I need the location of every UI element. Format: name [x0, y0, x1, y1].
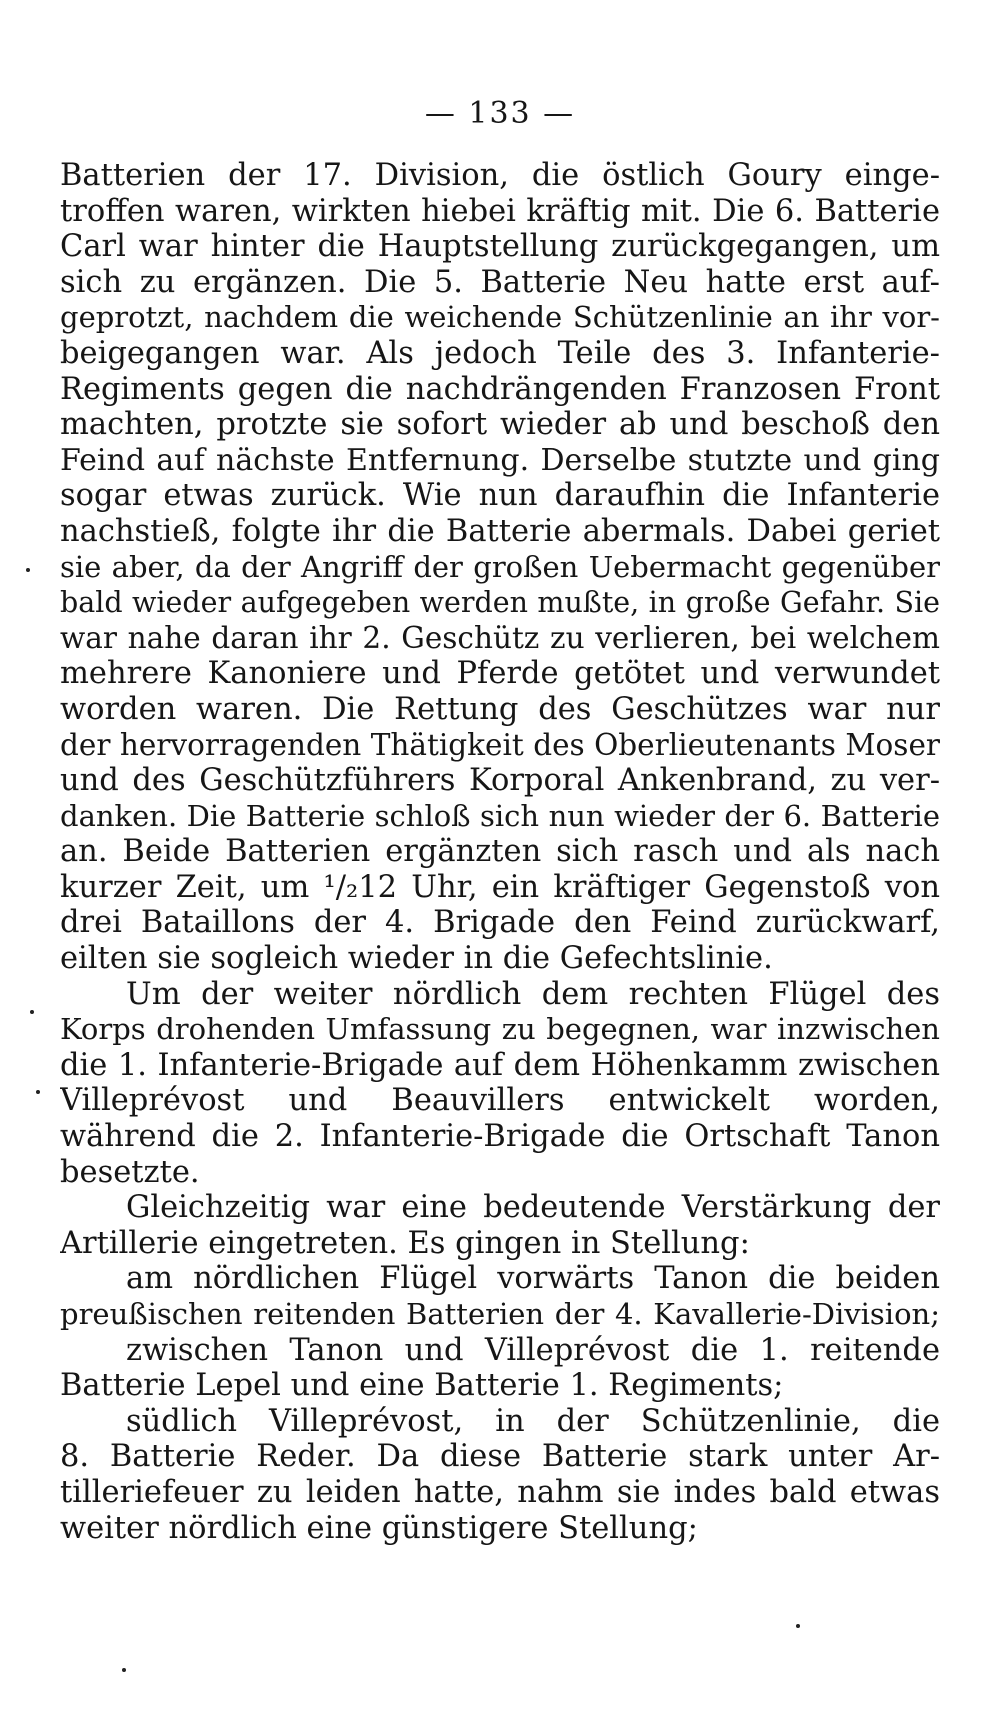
scan-speck — [30, 1010, 34, 1014]
text-line: drei Bataillons der 4. Brigade den Feind zurückwarf, — [60, 905, 940, 941]
text-line: danken. Die Batterie schloß sich nun wieder der 6. Batterie — [60, 798, 940, 833]
paragraph — [60, 1333, 940, 1404]
text-line: Korps drohenden Umfassung zu begegnen, war inzwischen — [60, 1012, 940, 1047]
text-line: die 1. Infanterie-Brigade auf dem Höhenkamm zwischen — [60, 1047, 940, 1083]
page-number: — 133 — — [424, 96, 576, 131]
paragraph — [60, 1190, 940, 1261]
text-line: Um der weiter nördlich dem rechten Flügel des — [126, 976, 940, 1012]
text-line: während die 2. Infanterie-Brigade die Ortschaft Tanon — [60, 1119, 940, 1155]
text-line: und des Geschützführers Korporal Ankenbrand, zu ver- — [60, 763, 940, 799]
text-line: Batterie Lepel und eine Batterie 1. Regiments; — [60, 1368, 784, 1404]
text-line: südlich Villeprévost, in der Schützenlinie, die — [126, 1403, 940, 1439]
text-line: Regiments gegen die nachdrängenden Franzosen Front — [60, 371, 940, 407]
paragraph — [60, 977, 940, 1191]
text-line: tilleriefeuer zu leiden hatte, nahm sie indes bald etwas — [60, 1474, 940, 1510]
text-line: nachstieß, folgte ihr die Batterie abermals. Dabei geriet — [60, 513, 940, 549]
text-line: Carl war hinter die Hauptstellung zurückgegangen, um — [60, 229, 940, 265]
text-line: Feind auf nächste Entfernung. Derselbe stutzte und ging — [60, 442, 940, 478]
text-line: 8. Batterie Reder. Da diese Batterie stark unter Ar- — [60, 1439, 940, 1475]
text-line: worden waren. Die Rettung des Geschützes war nur — [60, 691, 940, 727]
scan-speck — [796, 1624, 800, 1628]
text-line: beigegangen war. Als jedoch Teile des 3. Infanterie- — [60, 335, 940, 371]
text-line: weiter nördlich eine günstigere Stellung; — [60, 1510, 698, 1546]
text-line: Villeprévost und Beauvillers entwickelt worden, — [60, 1083, 940, 1119]
text-line: bald wieder aufgegeben werden mußte, in große Gefahr. Sie — [60, 586, 940, 620]
scan-speck — [36, 1090, 40, 1094]
text-line: mehrere Kanoniere und Pferde getötet und verwundet — [60, 656, 940, 692]
text-line: geprotzt, nachdem die weichende Schützenlinie an ihr vor- — [60, 300, 940, 335]
text-line: war nahe daran ihr 2. Geschütz zu verlieren, bei welchem — [60, 620, 940, 655]
text-line: der hervorragenden Thätigkeit des Oberlieutenants Moser — [60, 727, 940, 762]
text-line: eilten sie sogleich wieder in die Gefechtslinie. — [60, 941, 773, 977]
text-line: Batterien der 17. Division, die östlich Goury einge- — [60, 158, 940, 193]
text-line: sogar etwas zurück. Wie nun daraufhin die Infanterie — [60, 478, 940, 514]
text-line: besetzte. — [60, 1154, 200, 1190]
paragraph — [60, 1404, 940, 1546]
text-line: an. Beide Batterien ergänzten sich rasch und als nach — [60, 834, 940, 870]
paragraph — [60, 1261, 940, 1332]
scan-speck — [26, 568, 30, 572]
body-text — [60, 158, 940, 1546]
text-line: zwischen Tanon und Villeprévost die 1. reitende — [126, 1332, 940, 1368]
scan-speck — [122, 1668, 126, 1672]
paragraph — [60, 158, 940, 977]
text-line: Artillerie eingetreten. Es gingen in Stellung: — [60, 1225, 750, 1261]
text-line: am nördlichen Flügel vorwärts Tanon die beiden — [126, 1261, 940, 1297]
text-line: troffen waren, wirkten hiebei kräftig mit. Die 6. Batterie — [60, 193, 940, 229]
text-line: Gleichzeitig war eine bedeutende Verstärkung der — [126, 1190, 940, 1226]
text-line: kurzer Zeit, um ¹/₂12 Uhr, ein kräftiger Gegenstoß von — [60, 869, 940, 905]
text-line: sie aber, da der Angriff der großen Uebermacht gegenüber — [60, 549, 940, 584]
text-line: preußischen reitenden Batterien der 4. Kavallerie-Division; — [60, 1297, 940, 1331]
text-line: machten, protzte sie sofort wieder ab und beschoß den — [60, 407, 940, 443]
text-line: sich zu ergänzen. Die 5. Batterie Neu hatte erst auf- — [60, 264, 940, 300]
